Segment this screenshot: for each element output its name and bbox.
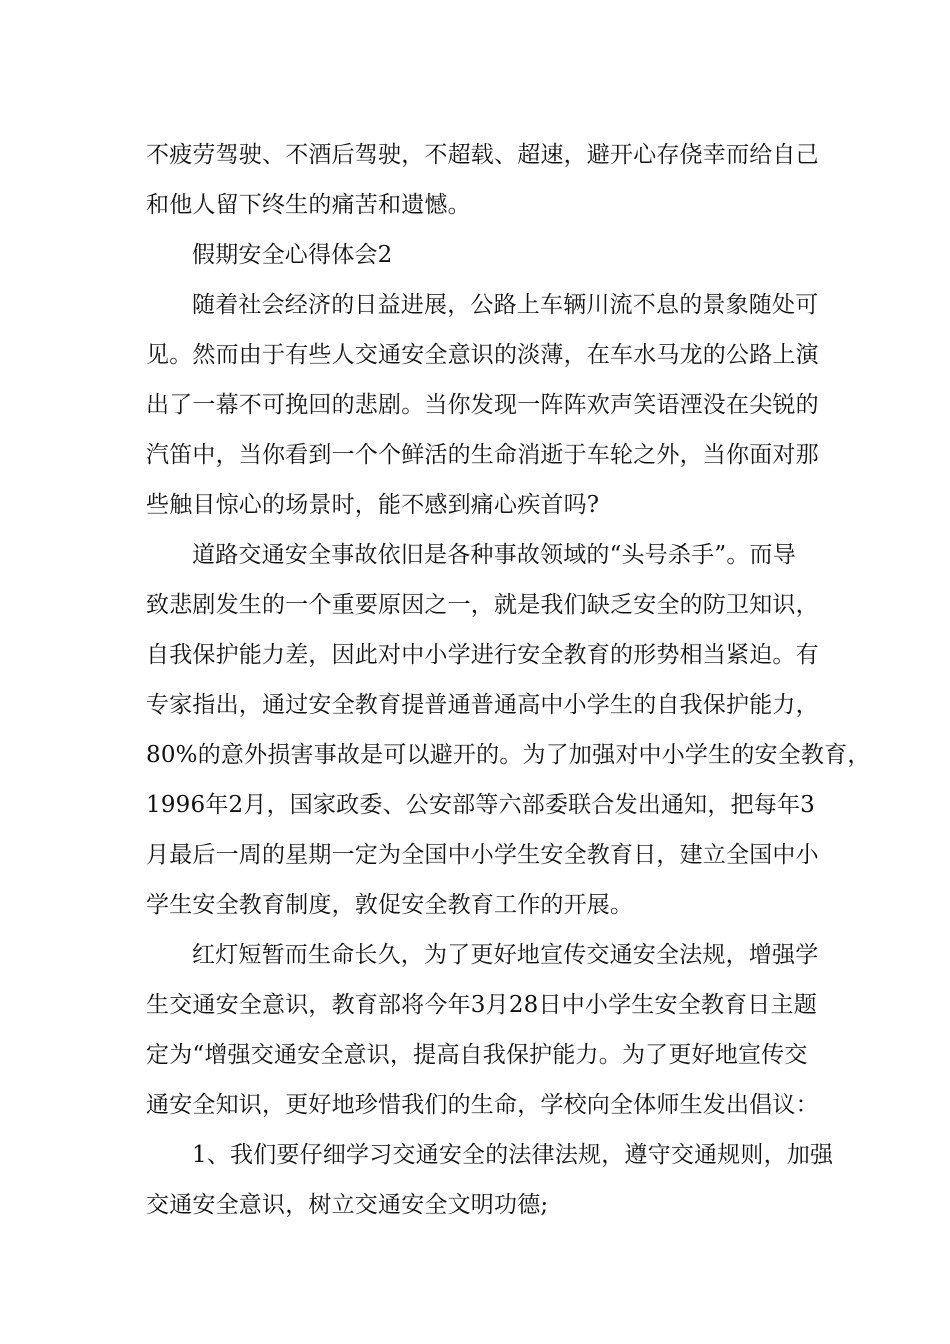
- text-line: 见。然而由于有些人交通安全意识的淡薄，在车水马龙的公路上演: [146, 342, 819, 368]
- text-line: 学生安全教育制度，敦促安全教育工作的开展。: [146, 892, 634, 918]
- text-line: 不疲劳驾驶、不酒后驾驶，不超载、超速，避开心存侥幸而给自己: [146, 142, 819, 168]
- text-line: 生交通安全意识，教育部将今年3月28日中小学生安全教育日主题: [146, 992, 817, 1018]
- text-line: 定为“增强交通安全意识，提高自我保护能力。为了更好地宣传交: [146, 1042, 808, 1068]
- text-line: 随着社会经济的日益进展，公路上车辆川流不息的景象随处可: [192, 292, 819, 318]
- text-line: 些触目惊心的场景时，能不感到痛心疾首吗?: [146, 492, 600, 518]
- text-line: 80%的意外损害事故是可以避开的。为了加强对中小学生的安全教育，: [146, 742, 871, 768]
- text-line: 通安全知识，更好地珍惜我们的生命，学校向全体师生发出倡议：: [146, 1092, 819, 1118]
- text-line: 月最后一周的星期一定为全国中小学生安全教育日，建立全国中小: [146, 842, 819, 868]
- text-line: 专家指出，通过安全教育提普通普通高中小学生的自我保护能力，: [146, 692, 819, 718]
- text-line: 道路交通安全事故依旧是各种事故领域的“头号杀手”。而导: [192, 542, 796, 568]
- text-line: 1996年2月，国家政委、公安部等六部委联合发出通知，把每年3: [146, 792, 815, 818]
- document-page: [146, 130, 871, 1230]
- section-heading: 假期安全心得体会2: [192, 242, 393, 268]
- text-line: 汽笛中，当你看到一个个鲜活的生命消逝于车轮之外，当你面对那: [146, 442, 819, 468]
- text-line: 和他人留下终生的痛苦和遗憾。: [146, 192, 471, 218]
- text-line: 出了一幕不可挽回的悲剧。当你发现一阵阵欢声笑语湮没在尖锐的: [146, 392, 819, 418]
- text-line: 致悲剧发生的一个重要原因之一，就是我们缺乏安全的防卫知识，: [146, 592, 819, 618]
- text-line: 自我保护能力差，因此对中小学进行安全教育的形势相当紧迫。有: [146, 642, 819, 668]
- text-line: 1、我们要仔细学习交通安全的法律法规，遵守交通规则，加强: [192, 1142, 834, 1168]
- text-line: 红灯短暂而生命长久，为了更好地宣传交通安全法规，增强学: [192, 942, 819, 968]
- text-line: 交通安全意识，树立交通安全文明功德;: [146, 1192, 549, 1218]
